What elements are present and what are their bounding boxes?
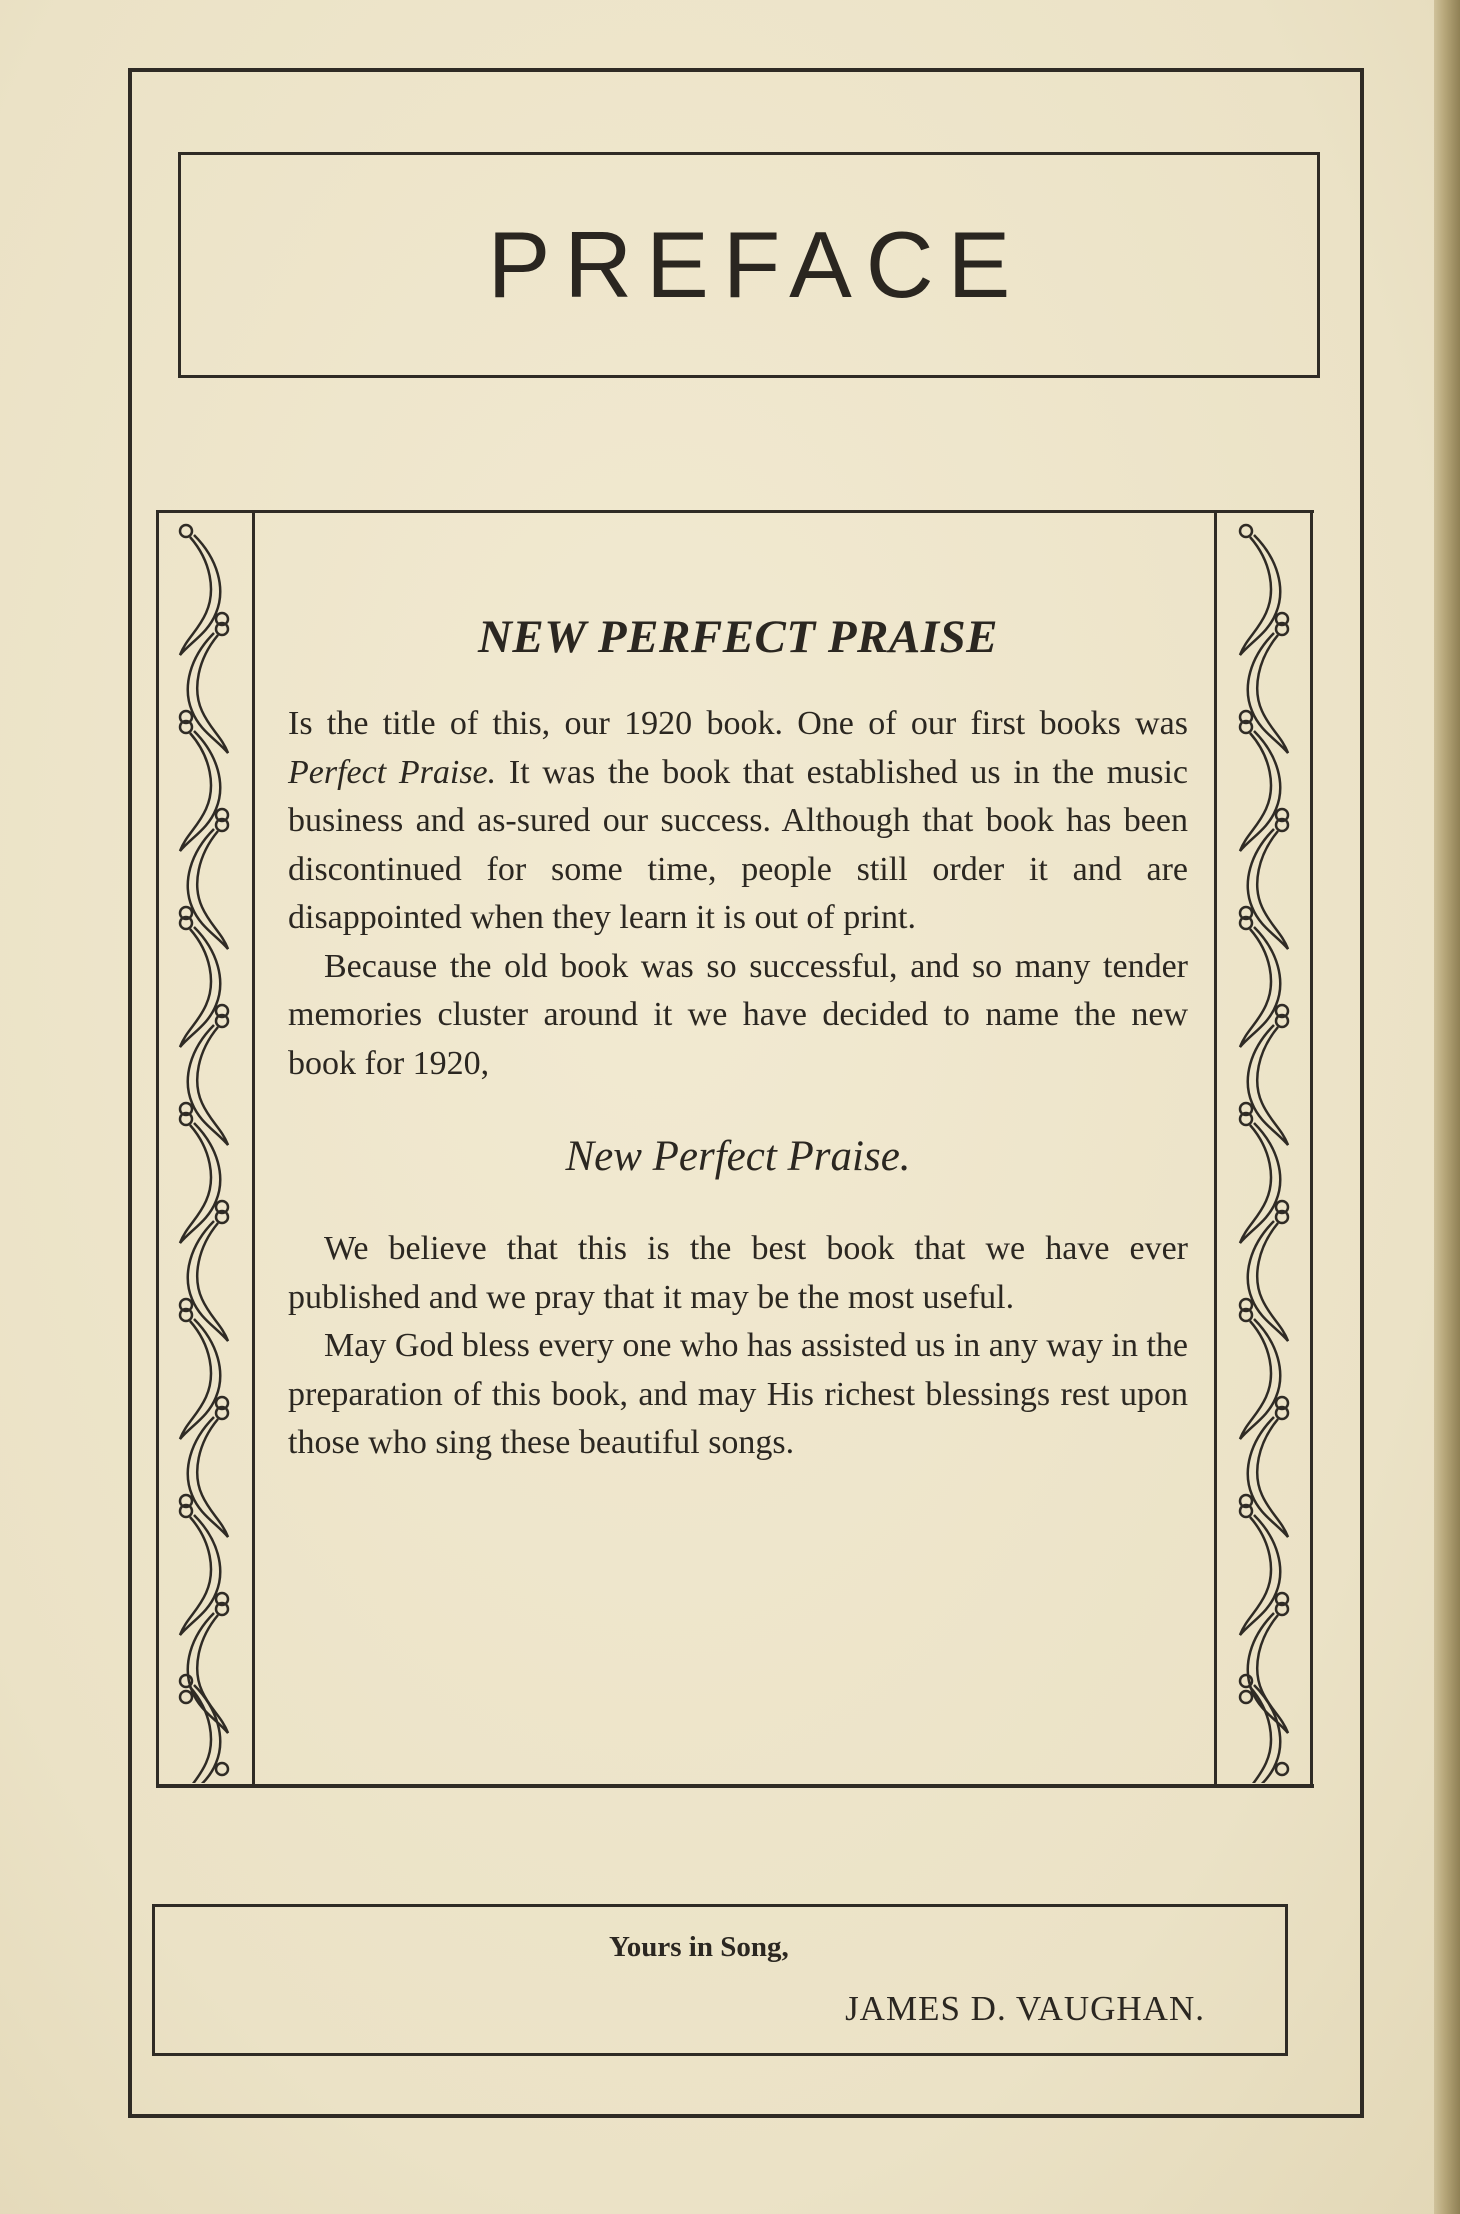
signature-box [152,1904,1288,2056]
left-scroll-ornament-icon [166,521,246,1783]
paragraph-3: We believe that this is the best book that we have ever published and we pray that it may be the most useful. [288,1230,1188,1316]
book-spine [1434,0,1460,2214]
paragraph-4: May God bless every one who has assisted us in any way in the preparation of this book, and may His richest blessings rest upon those who sing these beautiful songs. [288,1327,1189,1461]
title-box [178,152,1320,378]
author-signature: JAMES D. VAUGHAN. [845,1989,1205,2028]
page-title: PREFACE [487,212,1025,317]
paragraph-1-text-a: Is the title of this, our 1920 book. One of our first books was [288,705,1188,742]
frame-line-left-inner [252,513,255,1784]
closing-line: Yours in Song, [609,1931,789,1963]
paragraph-1-text-b: It was the book that established us in the music business and as-sured our success. Although that book has been discontinued for some time, people still order it and are disappointed when they learn it is out of print. [288,753,1188,936]
paragraph-1 [288,700,1188,943]
preface-body [288,610,1188,1468]
new-title-line: New Perfect Praise. [565,1133,911,1180]
book-name-emphasis: Perfect Praise. [288,753,497,791]
frame-line-right-outer [1310,513,1313,1784]
book-heading: NEW PERFECT PRAISE [477,611,999,663]
paragraph-2: Because the old book was so successful, and so many tender memories cluster around it we have decided to name the new book for 1920, [288,947,1188,1082]
frame-line-left-outer [156,513,159,1784]
right-scroll-ornament-icon [1226,521,1306,1783]
frame-line-right-inner [1214,513,1217,1784]
